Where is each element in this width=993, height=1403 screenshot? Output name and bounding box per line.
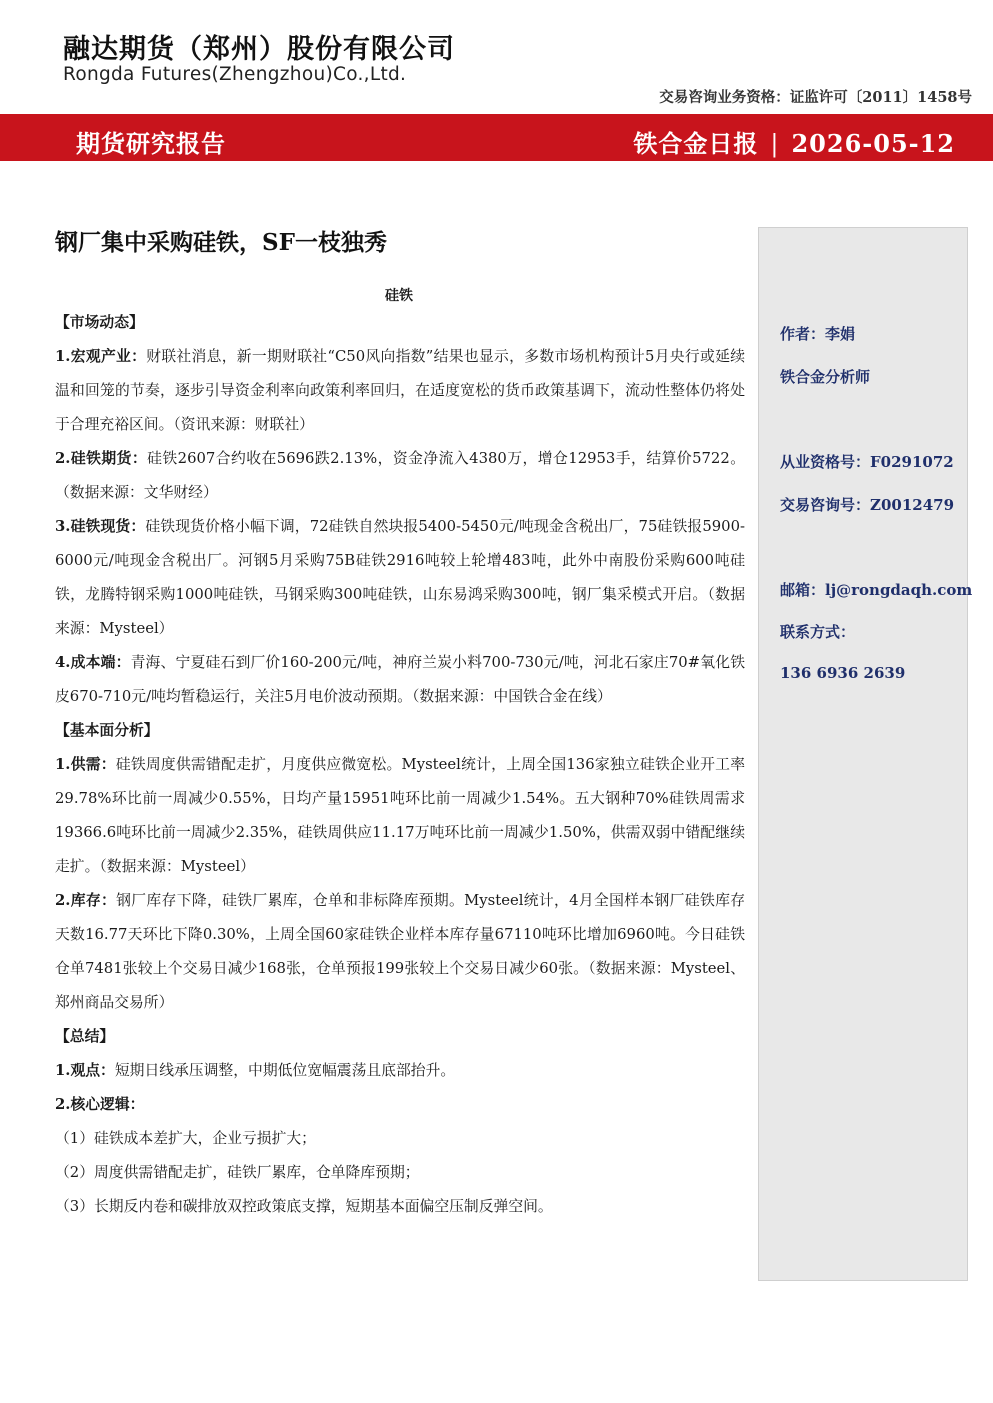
- qualification-number: 从业资格号：F0291072: [780, 453, 954, 471]
- summary-logic-label: 2.核心逻辑：: [55, 1096, 145, 1113]
- section-fundamental-head: 【基本面分析】: [55, 722, 159, 739]
- report-body: [55, 306, 745, 1224]
- item-text: 硅铁周度供需错配走扩，月度供应微宽松。Mysteel统计，上周全国136家独立硅铁企业开工率29.78%环比前一周减少0.55%，日均产量15951吨环比前一周减少1.54%。五大钢种70%硅铁周需求19366.6吨环比前一周减少2.35%，硅铁周供应11.17万吨环比前一周减少1.50%，供需双弱中错配继续走扩。（数据来源：Mysteel）: [55, 756, 745, 875]
- author-role: 铁合金分析师: [780, 368, 871, 386]
- author-sidebar: [758, 227, 973, 1281]
- item-text: 硅铁2607合约收在5696跌2.13%，资金净流入4380万，增仓12953手，结算价5722。（数据来源：文华财经）: [55, 450, 745, 501]
- item-label: 4.成本端：: [55, 654, 131, 671]
- report-series: [633, 124, 955, 159]
- market-item: [55, 340, 745, 442]
- report-type: 期货研究报告: [76, 129, 226, 158]
- market-item: [55, 646, 745, 714]
- license-info: 交易咨询业务资格：证监许可〔2011〕1458号: [659, 89, 972, 106]
- item-text: 财联社消息，新一期财联社“C50风向指数”结果也显示，多数市场机构预计5月央行或延续温和回笼的节奏，逐步引导资金利率向政策利率回归，在适度宽松的货币政策基调下，流动性整体仍将处于合理充裕区间。（资讯来源：财联社）: [55, 348, 745, 433]
- item-label: 1.供需：: [55, 756, 116, 773]
- market-item: [55, 442, 745, 510]
- fundamental-item: [55, 748, 745, 884]
- report-date: 2026-05-12: [791, 129, 955, 158]
- market-item: [55, 510, 745, 646]
- report-title: 钢厂集中采购硅铁，SF一枝独秀: [55, 229, 387, 256]
- logic-item: （1）硅铁成本差扩大，企业亏损扩大；: [55, 1130, 316, 1147]
- author-email[interactable]: 邮箱：lj@rongdaqh.com: [780, 581, 973, 599]
- section-summary-head: 【总结】: [55, 1028, 115, 1045]
- item-text: 硅铁现货价格小幅下调，72硅铁自然块报5400-5450元/吨现金含税出厂，75硅铁报5900-6000元/吨现金含税出厂。河钢5月采购75B硅铁2916吨较上轮增483吨，此外中南股份采购600吨硅铁，龙腾特钢采购1000吨硅铁，马钢采购300吨硅铁，山东易鸿采购300吨，钢厂集采模式开启。（数据来源：Mysteel）: [55, 518, 745, 637]
- report-subtitle: 硅铁: [385, 288, 413, 304]
- company-name-cn: 融达期货（郑州）股份有限公司: [63, 34, 455, 65]
- summary-view: [55, 1054, 745, 1088]
- report-series-title: 铁合金日报: [633, 129, 759, 158]
- logic-item: （2）周度供需错配走扩，硅铁厂累库，仓单降库预期；: [55, 1164, 420, 1181]
- contact-phone: 136 6936 2639: [780, 664, 906, 682]
- fundamental-item: [55, 884, 745, 1020]
- item-label: 1.观点：: [55, 1062, 115, 1079]
- author-name: 作者：李娟: [780, 325, 856, 343]
- report-banner: [0, 114, 993, 161]
- item-label: 1.宏观产业：: [55, 348, 147, 365]
- item-text: 青海、宁夏硅石到厂价160-200元/吨，神府兰炭小料700-730元/吨，河北石家庄70#氧化铁皮670-710元/吨均暂稳运行，关注5月电价波动预期。（数据来源：中国铁合金在线）: [55, 654, 746, 705]
- company-name-en: Rongda Futures(Zhengzhou)Co.,Ltd.: [63, 64, 407, 85]
- item-label: 3.硅铁现货：: [55, 518, 146, 535]
- consult-number: 交易咨询号：Z0012479: [780, 496, 955, 514]
- banner-separator: |: [770, 130, 780, 158]
- section-market-head: 【市场动态】: [55, 314, 144, 331]
- contact-label: 联系方式：: [780, 623, 856, 641]
- logic-item: （3）长期反内卷和碳排放双控政策底支撑，短期基本面偏空压制反弹空间。: [55, 1198, 553, 1215]
- item-label: 2.库存：: [55, 892, 117, 909]
- item-label: 2.硅铁期货：: [55, 450, 148, 467]
- item-text: 短期日线承压调整，中期低位宽幅震荡且底部抬升。: [114, 1062, 456, 1079]
- item-text: 钢厂库存下降，硅铁厂累库，仓单和非标降库预期。Mysteel统计，4月全国样本钢厂硅铁库存天数16.77天环比下降0.30%，上周全国60家硅铁企业样本库存量67110吨环比增加6960吨。今日硅铁仓单7481张较上个交易日减少168张，仓单预报199张较上个交易日减少60张。（数据来源：Mysteel、郑州商品交易所）: [55, 892, 745, 1011]
